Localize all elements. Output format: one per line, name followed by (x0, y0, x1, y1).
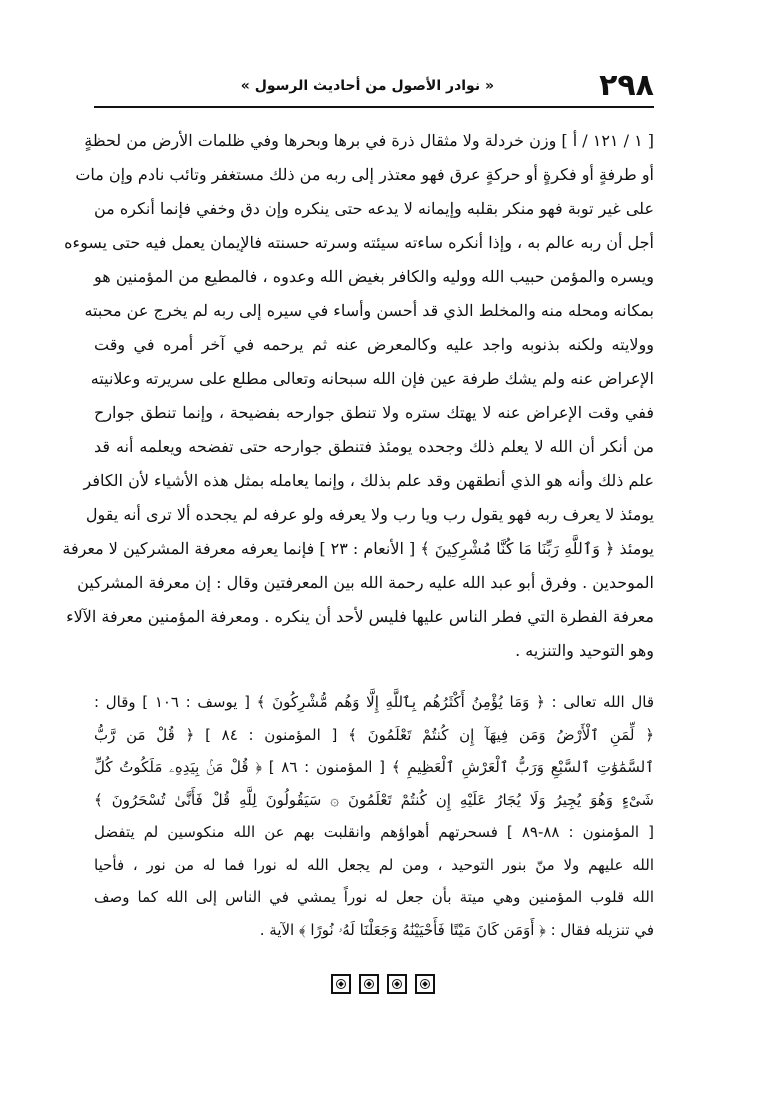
text-line: ويسره والمؤمن حبيب الله ووليه والكافر بغيض الله وعدوه ، فالمطيع من المؤمنين هو (94, 267, 654, 286)
text-line: ففي وقت الإعراض عنه لا يهتك ستره ولا تنطق جوارحه بفضيحة ، وإنما تنطق جوارح (94, 403, 654, 422)
text-line: في تنزيله فقال : ﴿ أَوَمَن كَانَ مَيْتًا فَأَحْيَيْنَٰهُ وَجَعَلْنَا لَهُۥ نُورًا ﴾ الآية . (259, 920, 654, 939)
ornament-square-icon (359, 974, 379, 994)
text-line: علم ذلك وأنه هو الذي أنطقهن وقد علم بذلك ، وإنما يعامله بمثل هذه الأشياء لأن الكافر (83, 471, 654, 490)
ornament-square-icon (415, 974, 435, 994)
text-line: ٱلسَّمَٰوَٰتِ ٱلسَّبْعِ وَرَبُّ ٱلْعَرْشِ ٱلْعَظِيمِ ﴾ [ المؤمنون : ٨٦ ] ﴿ قُلْ مَنۢ بِيَدِهِۦ مَلَكُوتُ كُلِّ (94, 758, 655, 776)
text-line: [ المؤمنون : ٨٨-٨٩ ] فسحرتهم أهواؤهم وانقلبت بهم عن الله منكوسين لم يتفضل (94, 823, 654, 841)
text-line: قال الله تعالى : ﴿ وَمَا يُؤْمِنُ أَكْثَرُهُم بِٱللَّهِ إِلَّا وَهُم مُّشْرِكُونَ ﴾ [ يوسف : ١٠٦ ] وقال : (94, 693, 654, 711)
text-line: وولايته ولكنه بذنوبه واجد عليه وكالمعرض عنه ثم يرحمه في آخر أمره في وقت (94, 335, 654, 354)
text-line: وهو التوحيد والتنزيه . (515, 641, 654, 660)
text-line: أجل أن ربه عالم به ، وإذا أنكره ساءته سيئته وسرته حسنته فالإيمان يعمل فيه حتى يسوءه (64, 233, 654, 252)
text-line: من أنكر أن الله لا يعلم ذلك وجحده يومئذ فتنطق جوارحه حتى تفضحه ويعلمه أنه قد (94, 437, 654, 456)
text-line: معرفة الفطرة التي فطر الناس عليها فليس لأحد أن ينكره . ومعرفة المؤمنين معرفة الآلاء (66, 607, 654, 626)
text-line: الإعراض عنه ولم يشك طرفة عين فإن الله سبحانه وتعالى مطلع على سريرته وعلانيته (90, 369, 654, 388)
page-number: ٢٩٨ (599, 68, 654, 103)
section-end-ornament (0, 974, 765, 994)
header-rule (94, 106, 654, 108)
text-line: يومئذ ﴿ وَٱللَّهِ رَبِّنَا مَا كُنَّا مُشْرِكِينَ ﴾ [ الأنعام : ٢٣ ] فإنما يعرفه معرفة المشركين لا معرفة (62, 539, 654, 558)
running-title: « نوادر الأصول من أحاديث الرسول » (240, 78, 494, 94)
text-line: يومئذ لا يعرف ربه فهو يقول رب ويا رب ولا يعرفه ولو عرفه لم يجحده ألا ترى أنه يقول (85, 505, 654, 524)
main-text-block (62, 124, 654, 668)
text-line: بمكانه ومحله منه والمخلط الذي قد أحسن وأساء في سيره إلى ربه لم يخرج عن محبته (84, 301, 654, 320)
text-line: شَىْءٍ وَهُوَ يُجِيرُ وَلَا يُجَارُ عَلَيْهِ إِن كُنتُمْ تَعْلَمُونَ ۞ سَيَقُولُونَ لِلَّهِ قُلْ فَأَنَّىٰ تُسْحَرُونَ ﴾ (94, 790, 654, 809)
quran-quote-block (94, 686, 654, 946)
text-line: على غير توبة فهو منكر بقلبه وإيمانه لا يدعه حتى ينكره وإن دق وخفي فإنما أنكره من (94, 199, 654, 218)
ornament-square-icon (331, 974, 351, 994)
text-line: الله عليهم ولا منّ بنور التوحيد ، ومن لم يجعل الله له نورا فما له من نور ، فأحيا (94, 855, 654, 874)
text-line: [ ١ / ١٢١ / أ ] وزن خردلة ولا مثقال ذرة في برها وبحرها وفي ظلمات الأرض من لحظةٍ (84, 131, 654, 150)
page-header (94, 68, 654, 108)
text-line: ﴿ لِّمَنِ ٱلْأَرْضُ وَمَن فِيهَآ إِن كُنتُمْ تَعْلَمُونَ ﴾ [ المؤمنون : ٨٤ ] ﴿ قُلْ مَن رَّبُّ (94, 725, 654, 744)
text-line: الموحدين . وفرق أبو عبد الله عليه رحمة الله بين المعرفتين وقال : إن معرفة المشركين (77, 573, 654, 592)
text-line: الله قلوب المؤمنين وهي ميتة بأن جعل له نوراً يمشي في الناس إلى الله كما وصف (94, 888, 654, 906)
text-line: أو طرفةٍ أو فكرةٍ أو حركةٍ عرق فهو معتذر إلى ربه من ذلك مستغفر وتائب نادم وإن مات (75, 165, 654, 184)
ornament-square-icon (387, 974, 407, 994)
